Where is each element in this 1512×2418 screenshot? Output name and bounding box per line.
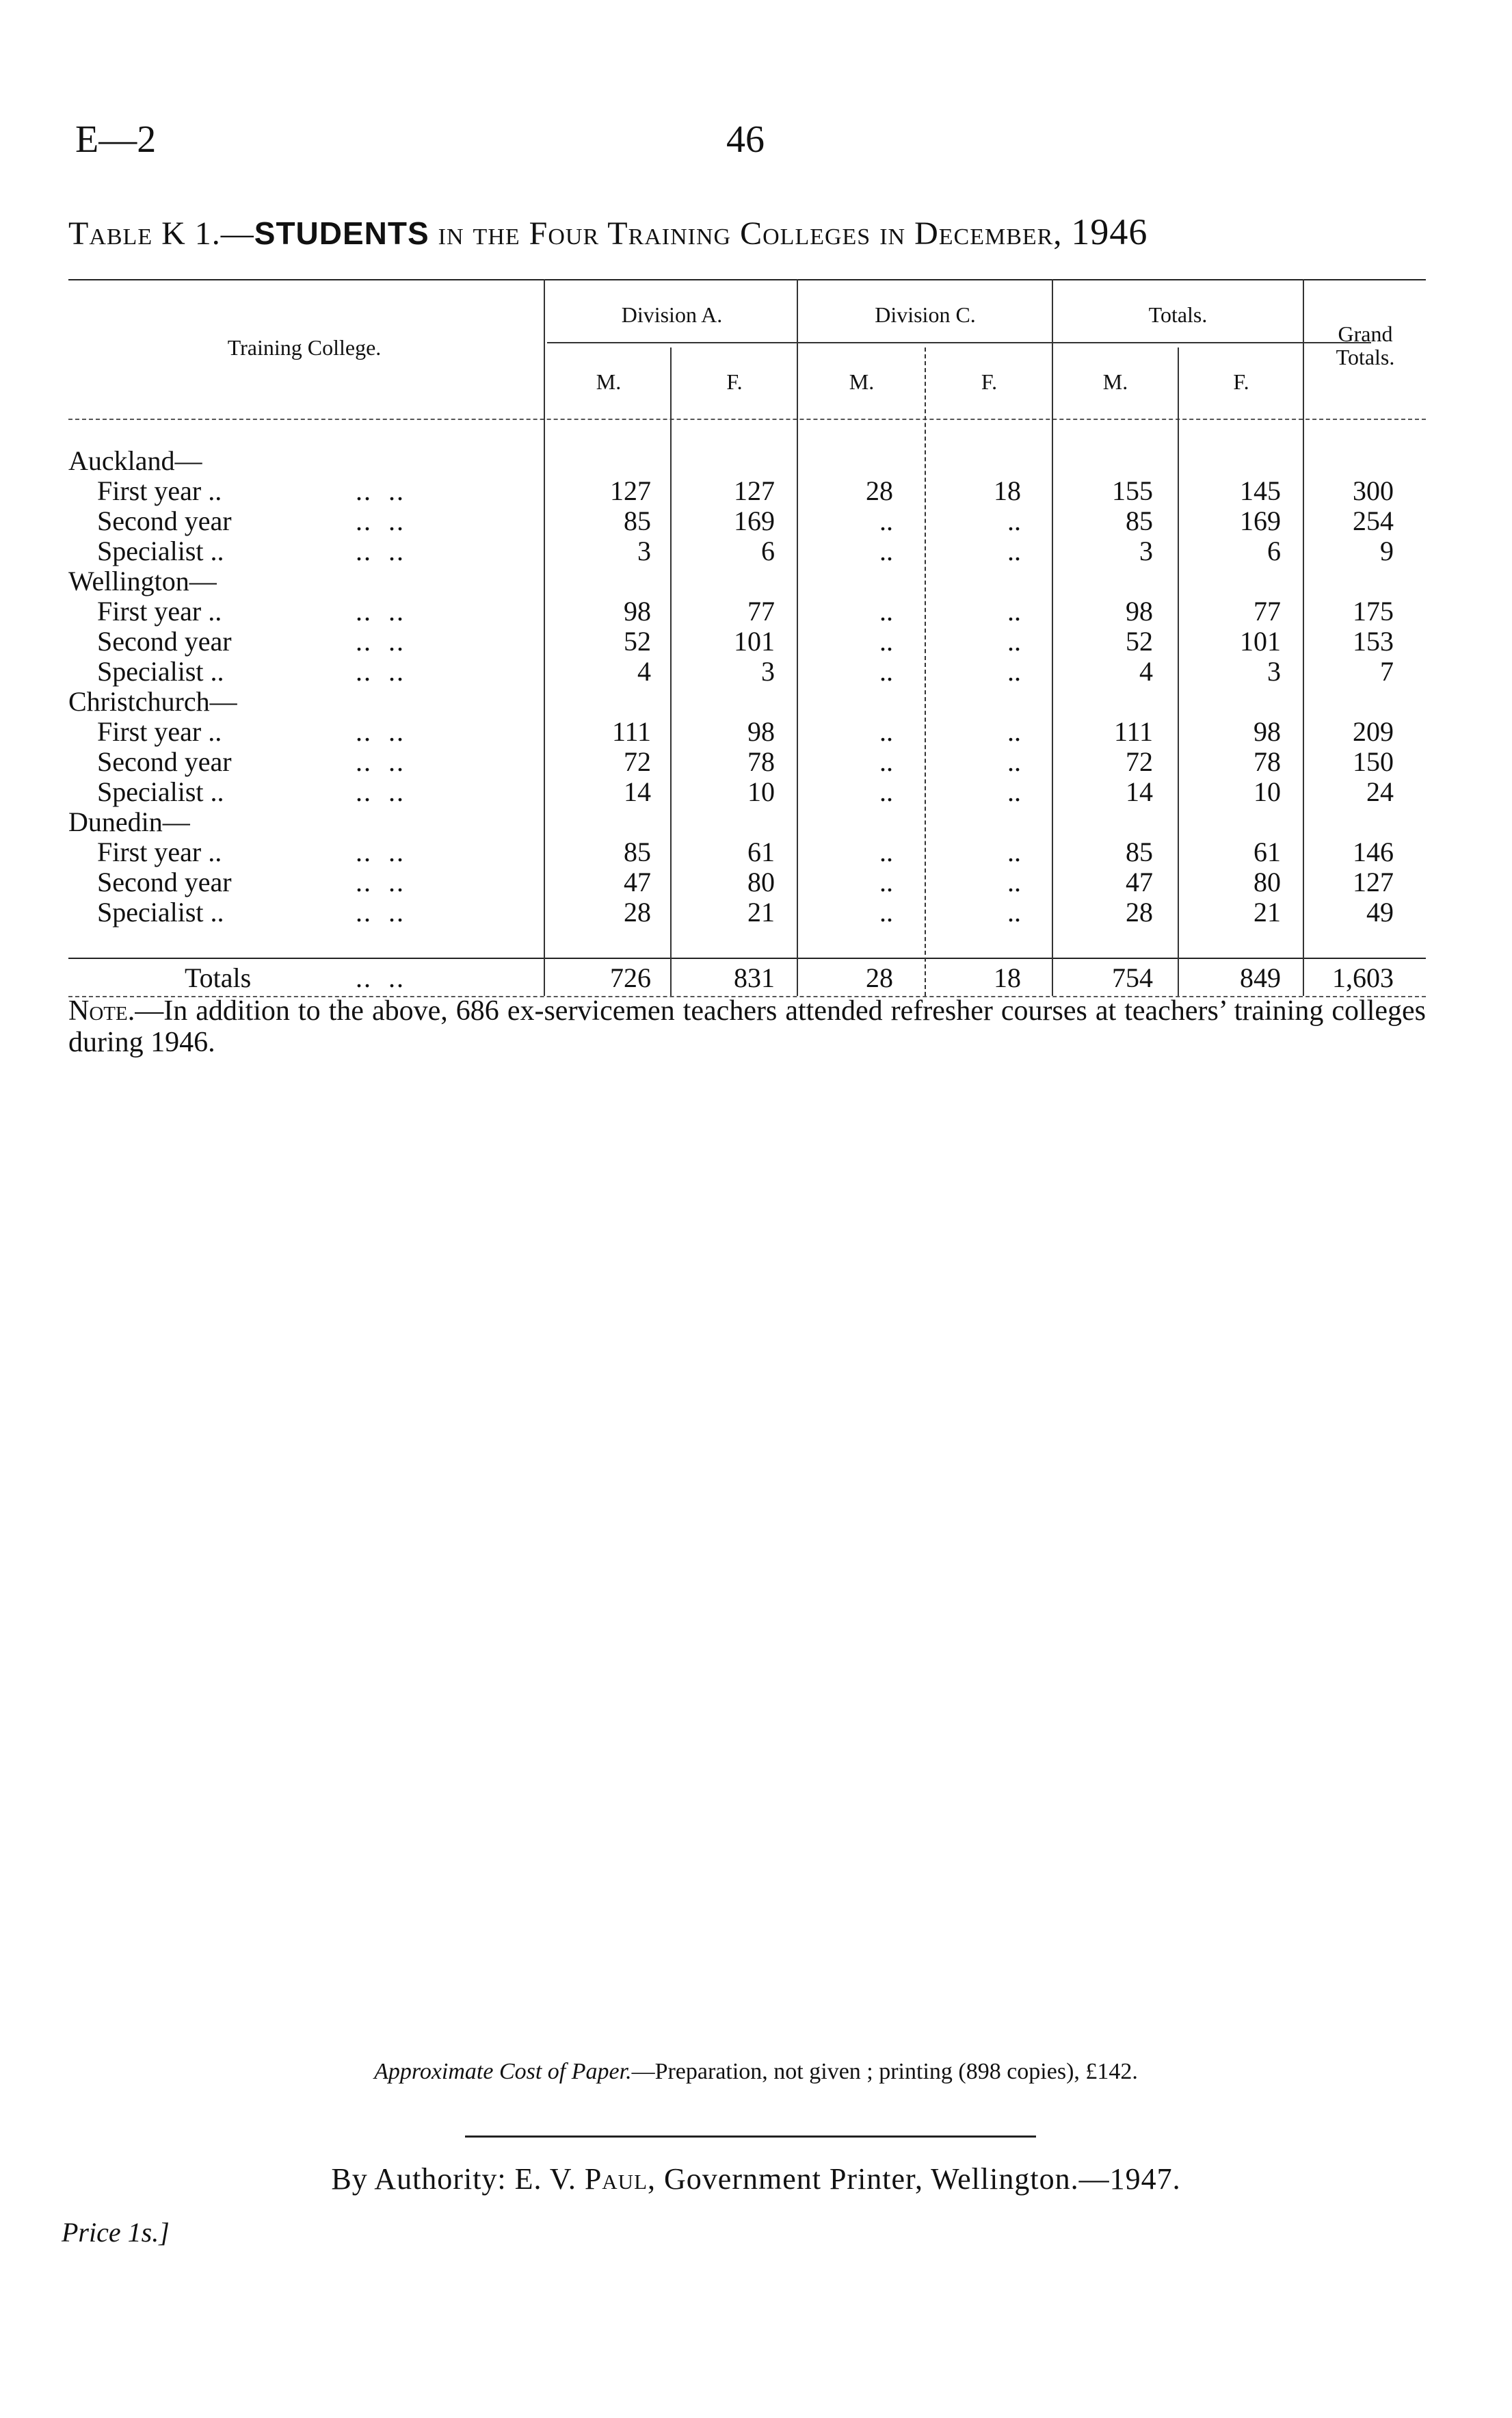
cell-af: 77 xyxy=(747,596,775,627)
cell-cf: .. xyxy=(1007,867,1021,897)
cell-tf: 169 xyxy=(1240,505,1281,536)
cell-cm: 28 xyxy=(866,475,893,506)
cell-am: 98 xyxy=(624,596,651,627)
col-divider xyxy=(1303,279,1304,996)
row-label: Specialist .. xyxy=(97,536,224,566)
cell-g: 150 xyxy=(1353,746,1394,777)
cell-tf: 78 xyxy=(1254,746,1281,777)
row-leader-dots: .. .. xyxy=(356,867,405,897)
title-prefix: Table K 1.— xyxy=(68,215,254,252)
cell-g: 24 xyxy=(1366,776,1394,807)
cell-tm: 98 xyxy=(1126,596,1153,627)
cell-am: 85 xyxy=(624,505,651,536)
header-division-c: Division C. xyxy=(875,302,976,327)
row-leader-dots: .. .. xyxy=(356,596,405,627)
cell-g: 300 xyxy=(1353,475,1394,506)
cell-tm: 28 xyxy=(1126,897,1153,928)
col-divider xyxy=(544,279,545,996)
cell-cf: .. xyxy=(1007,626,1021,657)
cell-g: 127 xyxy=(1353,867,1394,897)
totals-c-m: 28 xyxy=(866,962,893,993)
header-t-m: M. xyxy=(1102,369,1128,394)
row-label: Second year xyxy=(97,626,232,657)
cell-af: 169 xyxy=(734,505,775,536)
note-lead: Note. xyxy=(68,995,135,1027)
totals-t-m: 754 xyxy=(1112,962,1153,993)
row-leader-dots: .. .. xyxy=(356,505,405,536)
cell-cm: .. xyxy=(879,626,893,657)
totals-c-f: 18 xyxy=(994,962,1021,993)
header-a-f: F. xyxy=(726,369,743,394)
authority-line xyxy=(0,2161,1512,2196)
header-grand-1: Grand xyxy=(1338,321,1393,346)
cell-tf: 145 xyxy=(1240,475,1281,506)
table-note xyxy=(68,995,1426,1058)
cell-af: 10 xyxy=(747,776,775,807)
cell-cm: .. xyxy=(879,596,893,627)
cell-cf: 18 xyxy=(994,475,1021,506)
cost-text: —Preparation, not given ; printing (898 copies), £142. xyxy=(631,2059,1138,2084)
cell-cf: .. xyxy=(1007,596,1021,627)
row-leader-dots: .. .. xyxy=(356,837,405,867)
row-label: First year .. xyxy=(97,475,222,506)
cell-tm: 111 xyxy=(1113,716,1153,747)
cell-tm: 85 xyxy=(1126,505,1153,536)
cell-tm: 85 xyxy=(1126,837,1153,867)
authority-prefix: By Authority: E. V. xyxy=(331,2162,585,2196)
cell-cm: .. xyxy=(879,776,893,807)
cell-tm: 4 xyxy=(1139,656,1153,687)
row-leader-dots: .. .. xyxy=(356,716,405,747)
cell-am: 3 xyxy=(637,536,651,566)
price: Price 1s.] xyxy=(62,2217,170,2248)
totals-leader-dots: .. .. xyxy=(356,962,405,993)
cell-am: 72 xyxy=(624,746,651,777)
cell-tf: 98 xyxy=(1254,716,1281,747)
cell-am: 14 xyxy=(624,776,651,807)
cost-line xyxy=(0,2059,1512,2085)
cell-af: 6 xyxy=(761,536,775,566)
cell-tm: 47 xyxy=(1126,867,1153,897)
subheader-rule xyxy=(547,342,1371,343)
table-title xyxy=(68,211,1436,253)
cell-cm: .. xyxy=(879,536,893,566)
cell-cf: .. xyxy=(1007,746,1021,777)
cell-g: 175 xyxy=(1353,596,1394,627)
cell-tm: 3 xyxy=(1139,536,1153,566)
cell-g: 49 xyxy=(1366,897,1394,928)
cell-af: 98 xyxy=(747,716,775,747)
totals-t-f: 849 xyxy=(1240,962,1281,993)
cell-af: 61 xyxy=(747,837,775,867)
authority-suffix: , Government Printer, Wellington.—1947. xyxy=(648,2162,1181,2196)
header-c-f: F. xyxy=(981,369,998,394)
title-bold: STUDENTS xyxy=(254,215,429,251)
row-leader-dots: .. .. xyxy=(356,897,405,928)
cell-g: 209 xyxy=(1353,716,1394,747)
row-leader-dots: .. .. xyxy=(356,746,405,777)
cell-cm: .. xyxy=(879,716,893,747)
cell-g: 153 xyxy=(1353,626,1394,657)
row-leader-dots: .. .. xyxy=(356,536,405,566)
cell-af: 80 xyxy=(747,867,775,897)
row-label: Second year xyxy=(97,505,232,536)
college-wellington: Wellington— xyxy=(68,566,217,596)
cell-tm: 72 xyxy=(1126,746,1153,777)
title-year: 1946 xyxy=(1071,211,1148,252)
col-divider xyxy=(670,347,672,996)
cell-af: 127 xyxy=(734,475,775,506)
college-dunedin: Dunedin— xyxy=(68,806,190,837)
authority-name: Paul xyxy=(584,2162,648,2196)
cell-cm: .. xyxy=(879,656,893,687)
footer-rule xyxy=(465,2136,1036,2138)
col-divider xyxy=(1178,347,1179,996)
header-bottom-rule xyxy=(68,419,1426,420)
cell-cf: .. xyxy=(1007,716,1021,747)
totals-top-rule xyxy=(68,958,1426,959)
cell-am: 28 xyxy=(624,897,651,928)
cost-italic: Approximate Cost of Paper. xyxy=(374,2059,632,2084)
row-label: Second year xyxy=(97,746,232,777)
cell-cm: .. xyxy=(879,897,893,928)
col-divider xyxy=(925,347,926,996)
cell-tf: 77 xyxy=(1254,596,1281,627)
cell-cf: .. xyxy=(1007,536,1021,566)
cell-am: 52 xyxy=(624,626,651,657)
cell-cm: .. xyxy=(879,746,893,777)
header-a-m: M. xyxy=(596,369,622,394)
cell-tf: 10 xyxy=(1254,776,1281,807)
cell-cf: .. xyxy=(1007,897,1021,928)
cell-tm: 52 xyxy=(1126,626,1153,657)
cell-tm: 14 xyxy=(1126,776,1153,807)
cell-af: 101 xyxy=(734,626,775,657)
cell-tf: 21 xyxy=(1254,897,1281,928)
note-text: —In addition to the above, 686 ex-servicemen teachers attended refresher courses at teachers’ training colleges during 1946. xyxy=(68,995,1426,1058)
cell-cm: .. xyxy=(879,505,893,536)
totals-grand: 1,603 xyxy=(1332,962,1394,993)
header-totals: Totals. xyxy=(1148,302,1208,327)
cell-cm: .. xyxy=(879,867,893,897)
header-c-m: M. xyxy=(849,369,875,394)
row-label: Specialist .. xyxy=(97,776,224,807)
header-grand-2: Totals. xyxy=(1336,345,1395,369)
row-leader-dots: .. .. xyxy=(356,656,405,687)
cell-am: 127 xyxy=(610,475,651,506)
cell-g: 7 xyxy=(1380,656,1394,687)
cell-tf: 61 xyxy=(1254,837,1281,867)
header-training-college: Training College. xyxy=(227,335,382,360)
row-label: First year .. xyxy=(97,596,222,627)
totals-a-f: 831 xyxy=(734,962,775,993)
cell-af: 3 xyxy=(761,656,775,687)
cell-tf: 101 xyxy=(1240,626,1281,657)
row-label: Second year xyxy=(97,867,232,897)
cell-cf: .. xyxy=(1007,837,1021,867)
cell-am: 111 xyxy=(611,716,651,747)
header-division-a: Division A. xyxy=(621,302,723,327)
page-number: 46 xyxy=(726,118,765,161)
cell-cf: .. xyxy=(1007,656,1021,687)
row-label: First year .. xyxy=(97,837,222,867)
college-christchurch: Christchurch— xyxy=(68,686,237,717)
cell-g: 146 xyxy=(1353,837,1394,867)
cell-tm: 155 xyxy=(1112,475,1153,506)
cell-g: 9 xyxy=(1380,536,1394,566)
row-label: Specialist .. xyxy=(97,897,224,928)
cell-am: 47 xyxy=(624,867,651,897)
cell-cm: .. xyxy=(879,837,893,867)
row-leader-dots: .. .. xyxy=(356,475,405,506)
title-rest: in the Four Training Colleges in December, xyxy=(429,215,1072,252)
cell-tf: 3 xyxy=(1267,656,1281,687)
row-label: Specialist .. xyxy=(97,656,224,687)
totals-label: Totals xyxy=(185,962,252,993)
cell-af: 21 xyxy=(747,897,775,928)
cell-cf: .. xyxy=(1007,505,1021,536)
row-leader-dots: .. .. xyxy=(356,626,405,657)
cell-tf: 6 xyxy=(1267,536,1281,566)
cell-cf: .. xyxy=(1007,776,1021,807)
cell-am: 85 xyxy=(624,837,651,867)
header-t-f: F. xyxy=(1233,369,1249,394)
college-auckland: Auckland— xyxy=(68,445,202,476)
totals-a-m: 726 xyxy=(610,962,651,993)
report-code: E—2 xyxy=(75,118,157,161)
row-leader-dots: .. .. xyxy=(356,776,405,807)
cell-am: 4 xyxy=(637,656,651,687)
table-top-rule xyxy=(68,279,1426,280)
col-divider xyxy=(797,279,798,996)
cell-tf: 80 xyxy=(1254,867,1281,897)
cell-g: 254 xyxy=(1353,505,1394,536)
cell-af: 78 xyxy=(747,746,775,777)
row-label: First year .. xyxy=(97,716,222,747)
